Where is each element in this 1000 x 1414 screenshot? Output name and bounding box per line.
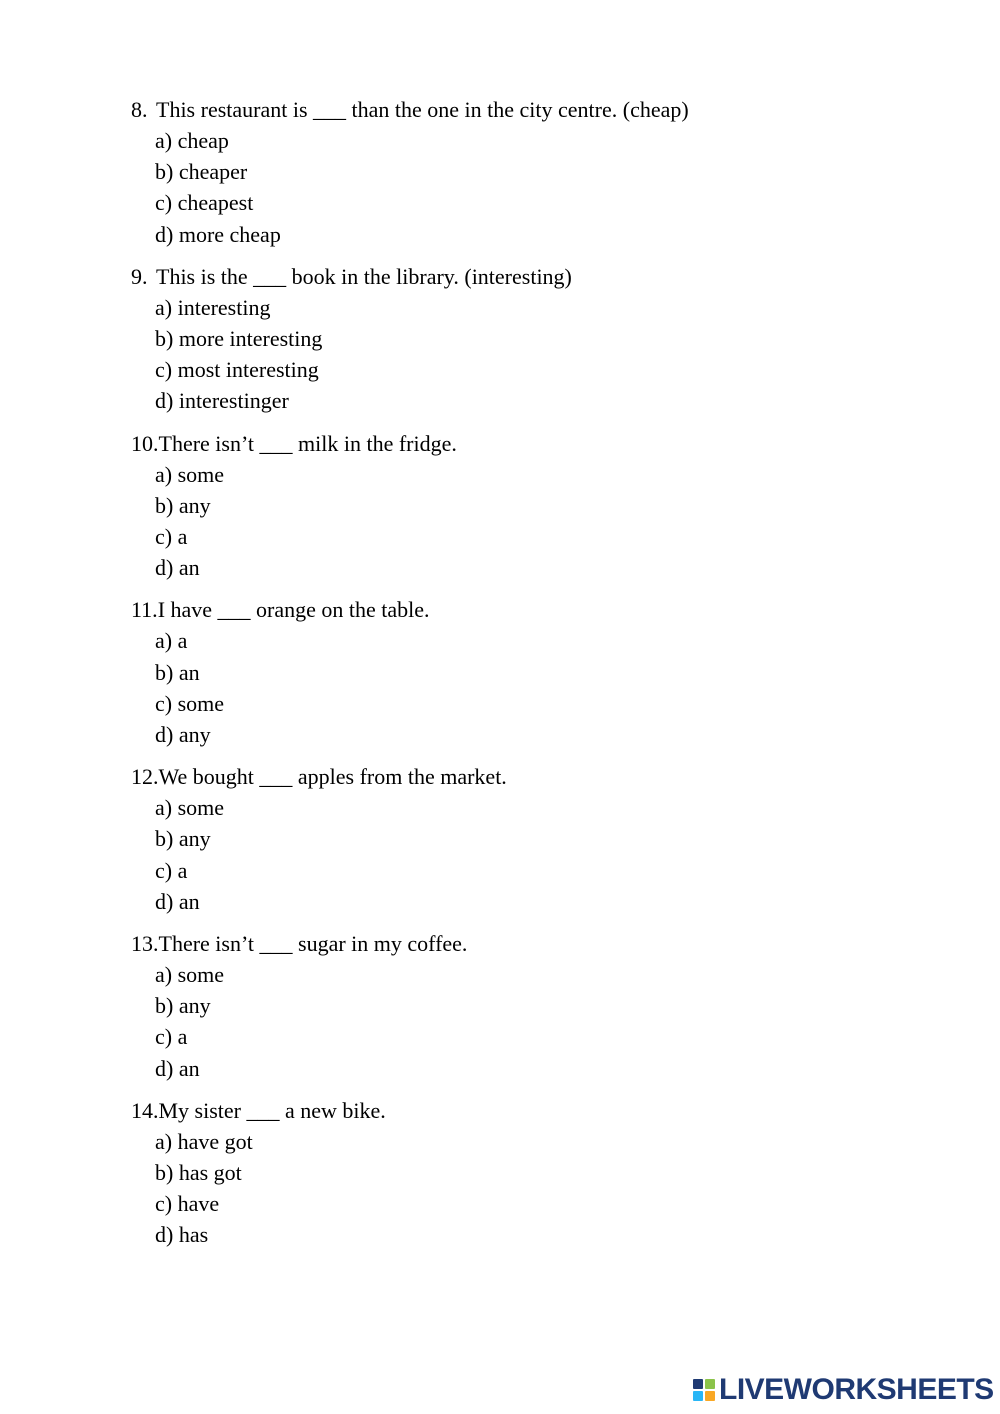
question-stem xyxy=(131,928,931,959)
question-8 xyxy=(131,94,931,250)
liveworksheets-brand xyxy=(693,1374,994,1406)
question-stem xyxy=(131,761,931,792)
option-a[interactable]: a) some xyxy=(155,461,225,487)
question-stem xyxy=(131,261,931,292)
option-c[interactable]: c) cheapest xyxy=(155,190,254,216)
logo-square xyxy=(705,1391,715,1401)
option-c[interactable]: c) a xyxy=(155,524,188,550)
question-text: I have ___ orange on the table. xyxy=(157,597,430,623)
question-12 xyxy=(131,761,931,917)
question-9 xyxy=(131,261,931,417)
option-d[interactable]: d) interestinger xyxy=(155,388,289,414)
option-c[interactable]: c) most interesting xyxy=(155,357,319,383)
question-text: My sister ___ a new bike. xyxy=(158,1097,386,1123)
option-b[interactable]: b) has got xyxy=(155,1160,242,1186)
question-text: We bought ___ apples from the market. xyxy=(158,764,507,790)
question-10 xyxy=(131,428,931,584)
option-d[interactable]: d) any xyxy=(155,722,211,748)
liveworksheets-logo-icon xyxy=(693,1379,716,1402)
option-a[interactable]: a) some xyxy=(155,962,225,988)
logo-square xyxy=(693,1379,703,1389)
option-b[interactable]: b) cheaper xyxy=(155,159,248,185)
brand-name: LIVEWORKSHEETS xyxy=(719,1373,994,1406)
question-13 xyxy=(131,928,931,1084)
question-text: There isn’t ___ sugar in my coffee. xyxy=(158,931,468,957)
question-number: 11. xyxy=(131,597,158,623)
option-b[interactable]: b) more interesting xyxy=(155,326,323,352)
option-a[interactable]: a) have got xyxy=(155,1128,253,1154)
option-c[interactable]: c) some xyxy=(155,690,225,716)
option-c[interactable]: c) a xyxy=(155,857,188,883)
question-text: There isn’t ___ milk in the fridge. xyxy=(158,430,457,456)
question-stem xyxy=(131,94,931,125)
question-14 xyxy=(131,1095,931,1251)
question-number: 12. xyxy=(131,764,159,790)
question-number: 8. xyxy=(131,97,148,122)
option-b[interactable]: b) any xyxy=(155,492,211,518)
question-text: This is the ___ book in the library. (interesting) xyxy=(156,263,572,289)
option-a[interactable]: a) a xyxy=(155,628,188,654)
worksheet xyxy=(131,94,931,1262)
option-b[interactable]: b) any xyxy=(155,826,211,852)
option-d[interactable]: d) an xyxy=(155,555,200,581)
question-stem xyxy=(131,594,931,625)
option-d[interactable]: d) an xyxy=(155,1055,200,1081)
question-number: 14. xyxy=(131,1097,159,1123)
question-number: 10. xyxy=(131,430,159,456)
option-c[interactable]: c) have xyxy=(155,1191,220,1217)
question-stem xyxy=(131,428,931,459)
logo-square xyxy=(693,1391,703,1401)
option-d[interactable]: d) more cheap xyxy=(155,221,281,247)
logo-square xyxy=(705,1379,715,1389)
option-d[interactable]: d) an xyxy=(155,888,200,914)
option-d[interactable]: d) has xyxy=(155,1222,209,1248)
option-a[interactable]: a) cheap xyxy=(155,128,229,153)
option-a[interactable]: a) interesting xyxy=(155,294,271,320)
question-11 xyxy=(131,594,931,750)
option-b[interactable]: b) any xyxy=(155,993,211,1019)
option-c[interactable]: c) a xyxy=(155,1024,188,1050)
question-stem xyxy=(131,1095,931,1126)
question-text: This restaurant is ___ than the one in the city centre. (cheap) xyxy=(156,97,689,122)
question-number: 9. xyxy=(131,263,148,289)
option-b[interactable]: b) an xyxy=(155,659,200,685)
question-number: 13. xyxy=(131,931,159,957)
option-a[interactable]: a) some xyxy=(155,795,225,821)
